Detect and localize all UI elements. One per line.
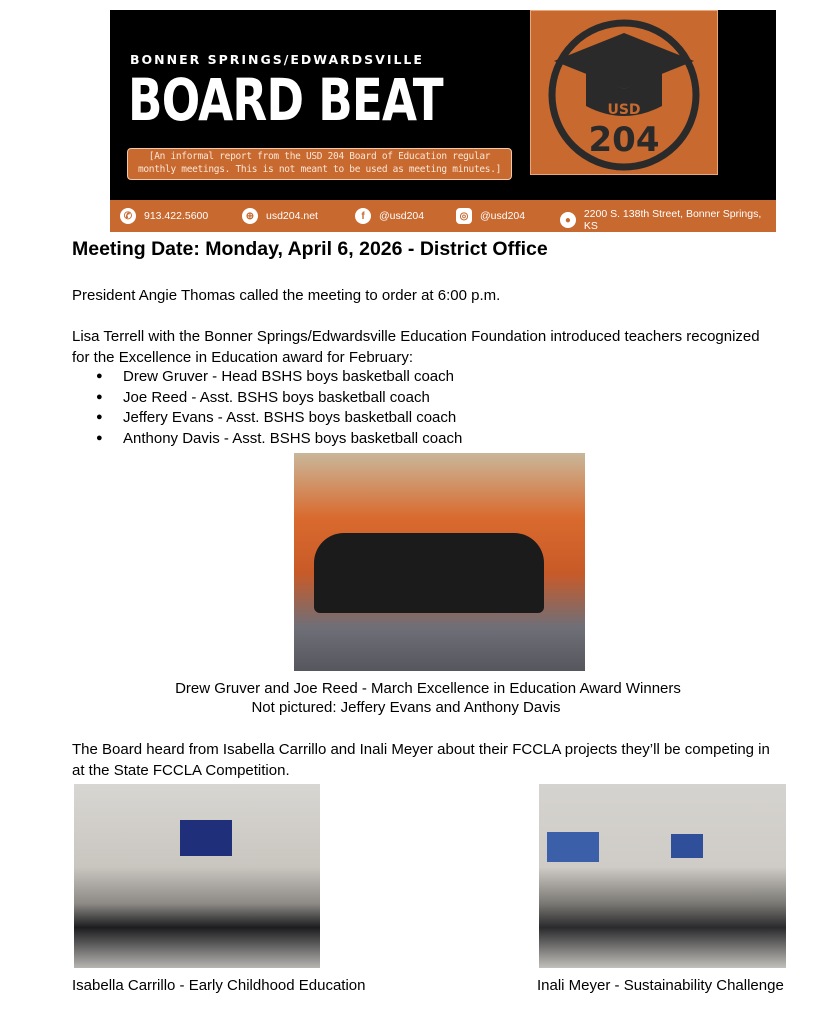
list-item: ● Anthony Davis - Asst. BSHS boys basketball coach — [96, 430, 462, 451]
phone-text: 913.422.5600 — [144, 210, 209, 222]
contact-website[interactable] — [242, 208, 318, 224]
list-item: ● Drew Gruver - Head BSHS boys basketball coach — [96, 368, 462, 389]
phone-icon: ✆ — [120, 208, 136, 224]
globe-icon: ⊕ — [242, 208, 258, 224]
banner-subtitle: BONNER SPRINGS/EDWARDSVILLE — [130, 52, 424, 67]
paragraph-call-to-order: President Angie Thomas called the meeting to order at 6:00 p.m. — [72, 287, 501, 304]
photo-caption-2: Not pictured: Jeffery Evans and Anthony Davis — [251, 699, 561, 716]
photo-caption-isabella: Isabella Carrillo - Early Childhood Education — [72, 977, 366, 994]
photo-caption-inali: Inali Meyer - Sustainability Challenge — [537, 977, 784, 994]
contact-instagram[interactable] — [456, 208, 525, 224]
contact-address — [560, 208, 776, 232]
website-text: usd204.net — [266, 210, 318, 222]
svg-text:USD: USD — [607, 102, 641, 118]
facebook-icon: f — [355, 208, 371, 224]
contact-strip — [110, 200, 776, 232]
list-item: ● Joe Reed - Asst. BSHS boys basketball coach — [96, 389, 462, 410]
facebook-text: @usd204 — [379, 210, 425, 222]
award-list — [96, 368, 462, 450]
address-text: 2200 S. 138th Street, Bonner Springs, KS — [583, 208, 762, 232]
banner-title: BOARD BEAT — [128, 66, 443, 134]
svg-text:204: 204 — [588, 120, 660, 160]
paragraph-foundation-2: for the Excellence in Education award for February: — [72, 349, 414, 366]
isabella-carrillo-photo — [74, 784, 320, 968]
instagram-text: @usd204 — [480, 210, 526, 222]
usd204-logo — [530, 10, 718, 175]
contact-facebook[interactable] — [355, 208, 424, 224]
location-pin-icon: ● — [560, 212, 576, 228]
award-winners-photo — [294, 453, 585, 671]
paragraph-fccla-1: The Board heard from Isabella Carrillo and Inali Meyer about their FCCLA projects they’ll be competing in — [72, 741, 770, 758]
paragraph-fccla-2: at the State FCCLA Competition. — [72, 762, 290, 779]
inali-meyer-photo — [539, 784, 786, 968]
instagram-icon: ◎ — [456, 208, 472, 224]
list-item: ● Jeffery Evans - Asst. BSHS boys basketball coach — [96, 409, 462, 430]
newsletter-banner — [110, 10, 776, 232]
meeting-date-heading: Meeting Date: Monday, April 6, 2026 - District Office — [72, 238, 548, 260]
contact-phone — [120, 208, 208, 224]
banner-note: [An informal report from the USD 204 Board of Education regular monthly meetings. This is not meant to be used as meeting minutes.] — [127, 148, 512, 180]
paragraph-foundation-1: Lisa Terrell with the Bonner Springs/Edwardsville Education Foundation introduced teachers recognized — [72, 328, 760, 345]
photo-caption-1: Drew Gruver and Joe Reed - March Excellence in Education Award Winners — [175, 680, 681, 697]
